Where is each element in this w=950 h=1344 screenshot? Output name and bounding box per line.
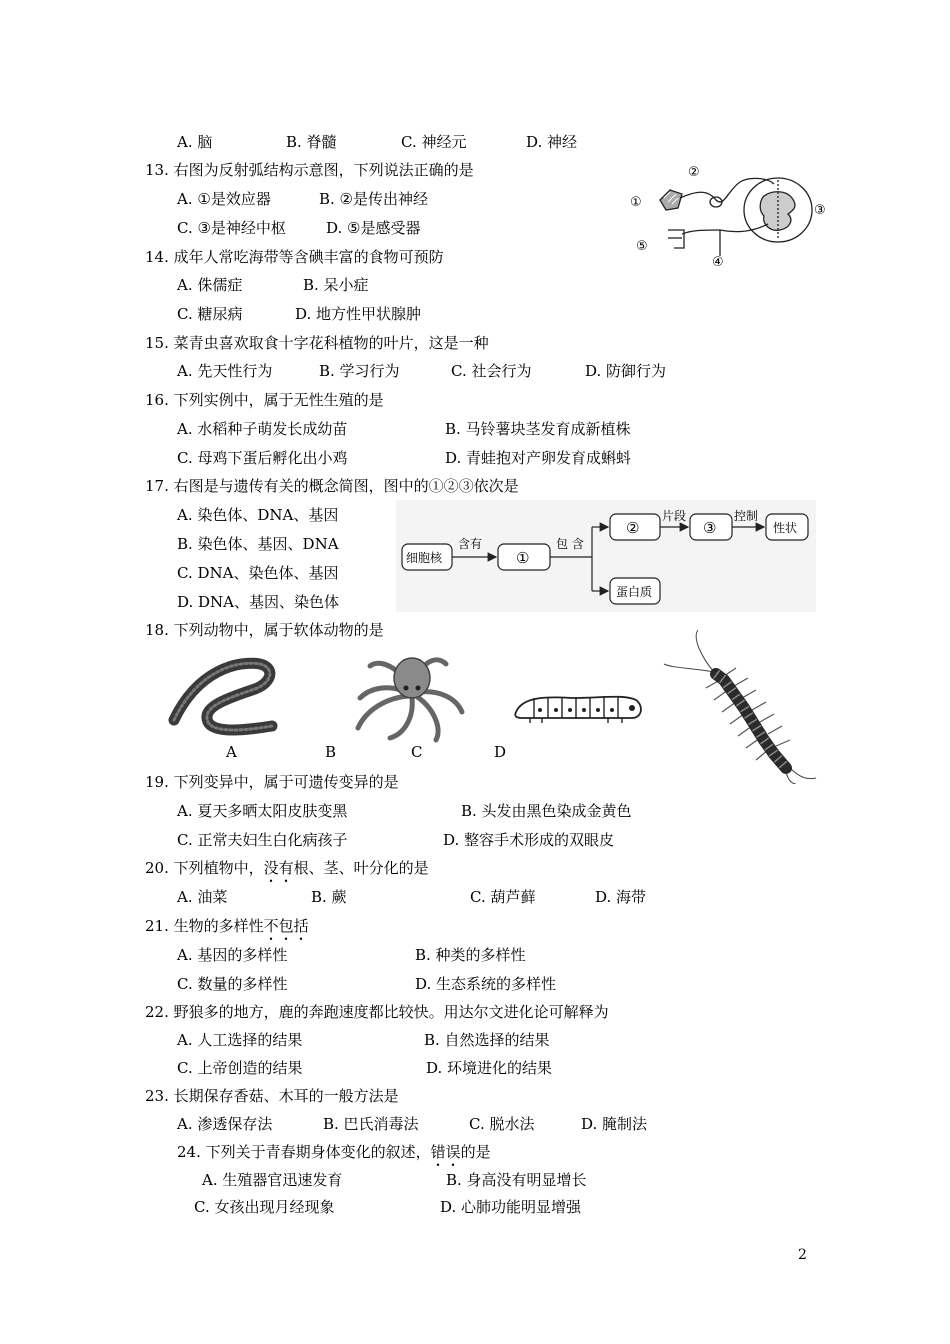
q16-option-b: B. 马铃薯块茎发育成新植株 [445, 420, 631, 438]
q24-option-d: D. 心肺功能明显增强 [440, 1198, 582, 1216]
q20-option-c: C. 葫芦藓 [470, 888, 536, 906]
q13-option-b: B. ②是传出神经 [319, 190, 429, 208]
q21-stem: 21. 生物的多样性不包括 [145, 917, 309, 935]
q17-option-b: B. 染色体、基因、DNA [177, 535, 339, 553]
q16-stem: 16. 下列实例中，属于无性生殖的是 [145, 391, 384, 409]
fig-label-4: ④ [712, 255, 724, 270]
q18-stem: 18. 下列动物中，属于软体动物的是 [145, 621, 384, 639]
octopus-image [350, 648, 468, 744]
q15-option-b: B. 学习行为 [319, 362, 400, 380]
q21-option-d: D. 生态系统的多样性 [415, 975, 557, 993]
q21-option-b: B. 种类的多样性 [415, 946, 526, 964]
edge-has: 含有 [458, 537, 483, 551]
q24-stem: 24. 下列关于青春期身体变化的叙述，错误的是 [177, 1143, 491, 1161]
q16-option-c: C. 母鸡下蛋后孵化出小鸡 [177, 449, 348, 467]
node-nucleus: 细胞核 [406, 551, 443, 565]
q14-option-b: B. 呆小症 [303, 276, 369, 294]
genetics-concept-diagram [396, 500, 816, 612]
q18-label-c: C [411, 743, 423, 761]
q12-option-c: C. 神经元 [401, 133, 467, 151]
fig-label-2: ② [688, 165, 700, 180]
q23-stem: 23. 长期保存香菇、木耳的一般方法是 [145, 1087, 399, 1105]
q18-label-b: B [325, 743, 337, 761]
q17-stem: 17. 右图是与遗传有关的概念简图，图中的①②③依次是 [145, 477, 519, 495]
edge-segment: 片段 [662, 509, 687, 523]
q22-option-d: D. 环境进化的结果 [426, 1059, 553, 1077]
q19-option-a: A. 夏天多晒太阳皮肤变黑 [177, 802, 348, 820]
q23-option-c: C. 脱水法 [469, 1115, 535, 1133]
node-1: ① [516, 549, 530, 567]
q19-option-b: B. 头发由黑色染成金黄色 [461, 802, 632, 820]
q16-option-d: D. 青蛙抱对产卵发育成蝌蚪 [445, 449, 632, 467]
q23-option-a: A. 渗透保存法 [177, 1115, 273, 1133]
q20-option-a: A. 油菜 [177, 888, 228, 906]
q24-emphasis: 错误 [430, 1143, 461, 1161]
q17-option-d: D. DNA、基因、染色体 [177, 593, 340, 611]
reflex-arc-figure [628, 160, 838, 270]
q17-option-a: A. 染色体、DNA、基因 [177, 506, 339, 524]
fig-label-3: ③ [814, 203, 826, 218]
q21-option-a: A. 基因的多样性 [177, 946, 288, 964]
q21-option-c: C. 数量的多样性 [177, 975, 288, 993]
q22-option-c: C. 上帝创造的结果 [177, 1059, 303, 1077]
q23-option-b: B. 巴氏消毒法 [323, 1115, 419, 1133]
q18-label-a: A [226, 743, 237, 761]
node-protein: 蛋白质 [616, 585, 653, 599]
q14-option-c: C. 糖尿病 [177, 305, 243, 323]
node-trait: 性状 [773, 521, 798, 535]
q15-stem: 15. 菜青虫喜欢取食十字花科植物的叶片，这是一种 [145, 334, 489, 352]
q19-stem: 19. 下列变异中，属于可遗传变异的是 [145, 773, 399, 791]
q19-option-d: D. 整容手术形成的双眼皮 [443, 831, 615, 849]
q14-option-d: D. 地方性甲状腺肿 [295, 305, 422, 323]
q15-option-c: C. 社会行为 [451, 362, 532, 380]
q19-option-c: C. 正常夫妇生白化病孩子 [177, 831, 348, 849]
q15-option-a: A. 先天性行为 [177, 362, 273, 380]
q22-option-a: A. 人工选择的结果 [177, 1031, 303, 1049]
q20-option-b: B. 蕨 [311, 888, 347, 906]
q20-option-d: D. 海带 [595, 888, 647, 906]
q14-option-a: A. 侏儒症 [177, 276, 243, 294]
q13-option-a: A. ①是效应器 [177, 190, 271, 208]
q22-stem: 22. 野狼多的地方，鹿的奔跑速度都比较快。用达尔文进化论可解释为 [145, 1003, 609, 1021]
q12-option-d: D. 神经 [526, 133, 578, 151]
q24-option-c: C. 女孩出现月经现象 [194, 1198, 335, 1216]
q14-stem: 14. 成年人常吃海带等含碘丰富的食物可预防 [145, 248, 444, 266]
fig-label-1: ① [630, 195, 642, 210]
caterpillar-image [512, 688, 646, 724]
fig-label-5: ⑤ [636, 239, 648, 254]
q20-stem: 20. 下列植物中，没有根、茎、叶分化的是 [145, 859, 429, 877]
q22-option-b: B. 自然选择的结果 [424, 1031, 550, 1049]
q16-option-a: A. 水稻种子萌发长成幼苗 [177, 420, 348, 438]
q18-label-d: D [494, 743, 507, 761]
node-3: ③ [703, 519, 717, 537]
q13-option-c: C. ③是神经中枢 [177, 219, 286, 237]
earthworm-image [168, 650, 280, 736]
q13-option-d: D. ⑤是感受器 [326, 219, 421, 237]
q15-option-d: D. 防御行为 [585, 362, 667, 380]
centipede-image [662, 628, 820, 784]
q12-option-b: B. 脊髓 [286, 133, 337, 151]
page-number: 2 [798, 1247, 807, 1263]
q24-option-a: A. 生殖器官迅速发育 [202, 1171, 343, 1189]
q12-option-a: A. 脑 [177, 133, 213, 151]
q17-option-c: C. DNA、染色体、基因 [177, 564, 339, 582]
q24-option-b: B. 身高没有明显增长 [446, 1171, 587, 1189]
node-2: ② [626, 519, 640, 537]
edge-contains: 包 含 [556, 537, 584, 551]
edge-control: 控制 [734, 509, 759, 523]
q21-emphasis: 不包括 [263, 917, 309, 935]
q23-option-d: D. 腌制法 [581, 1115, 648, 1133]
q13-stem: 13. 右图为反射弧结构示意图，下列说法正确的是 [145, 161, 474, 179]
q20-emphasis: 没有 [263, 859, 294, 877]
